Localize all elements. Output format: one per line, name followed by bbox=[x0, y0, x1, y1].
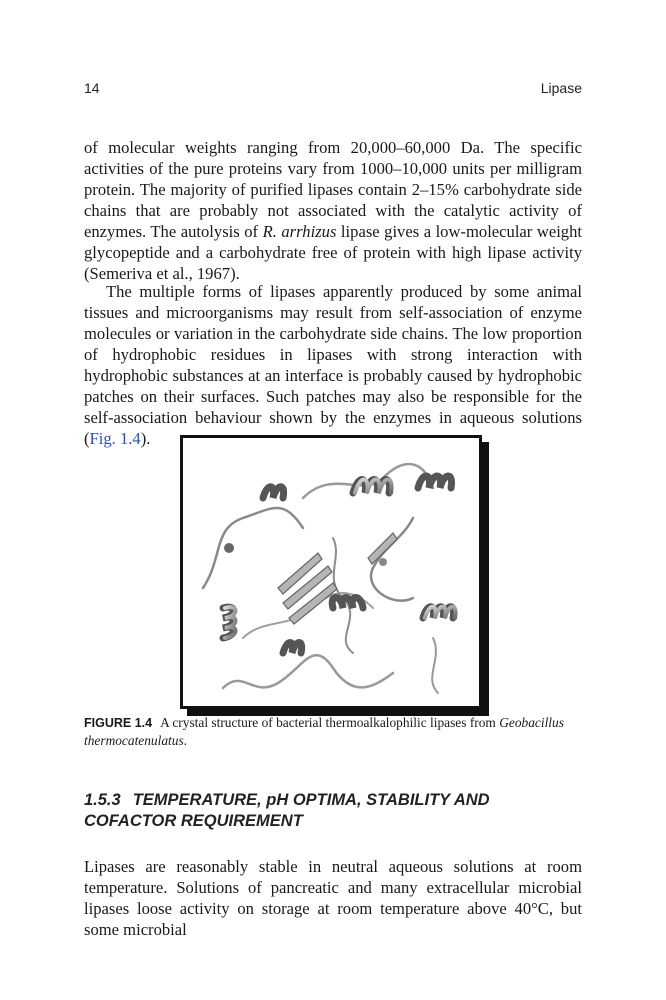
species-name: R. arrhizus bbox=[262, 222, 337, 241]
paragraph-3-text: Lipases are reasonably stable in neutral aqueous solutions at room temperature. Solutions of pancreatic and many extracellular microbial lipases loose activity on storage at room temperature above 40°C, but some microbial bbox=[84, 857, 582, 939]
running-head: Lipase bbox=[540, 80, 582, 96]
figure-reference-link[interactable]: Fig. 1.4 bbox=[89, 429, 141, 448]
caption-text: A crystal structure of bacterial thermoalkalophilic lipases from bbox=[160, 715, 500, 730]
paragraph-1-text-b: lipase gives a low-molecular weight glycopeptide and a carbohydrate free of protein with high lipase activity (Semeriva et al., 1967). bbox=[84, 222, 583, 283]
figure-caption bbox=[84, 714, 582, 750]
protein-structure-figure bbox=[180, 435, 482, 709]
paragraph-1 bbox=[84, 137, 582, 284]
section-number: 1.5.3 bbox=[84, 791, 121, 809]
caption-end: . bbox=[183, 733, 188, 748]
paragraph-3 bbox=[84, 856, 582, 940]
paragraph-2 bbox=[84, 281, 582, 449]
page-number: 14 bbox=[84, 80, 100, 96]
section-heading bbox=[84, 790, 582, 832]
protein-ribbon-illustration bbox=[183, 438, 479, 706]
section-title: TEMPERATURE, pH OPTIMA, STABILITY AND COFACTOR REQUIREMENT bbox=[84, 791, 490, 830]
paragraph-1-text-a: of molecular weights ranging from 20,000–60,000 Da. The specific activities of the pure proteins vary from 1000–10,000 units per milligram protein. The majority of purified lipases contain 2–15% carbohydrate side chains that are probably not associated with the catalytic activity of enzymes. The autolysis of bbox=[84, 138, 582, 241]
figure-label: FIGURE 1.4 bbox=[84, 716, 153, 730]
caption-species: Geobacillus thermocatenulatus bbox=[84, 715, 564, 748]
paragraph-2-end: ). bbox=[140, 429, 151, 448]
paragraph-2-text: The multiple forms of lipases apparently produced by some animal tissues and microorganisms may result from self-association of enzyme molecules or variation in the carbohydrate side chains. The low proportion of hydrophobic residues in lipases with strong interaction with hydrophobic substances at an interface is probably caused by hydrophobic patches on their surfaces. Such patches may also be responsible for the self-association behaviour shown by the enzymes in aqueous solutions ( bbox=[84, 282, 582, 448]
